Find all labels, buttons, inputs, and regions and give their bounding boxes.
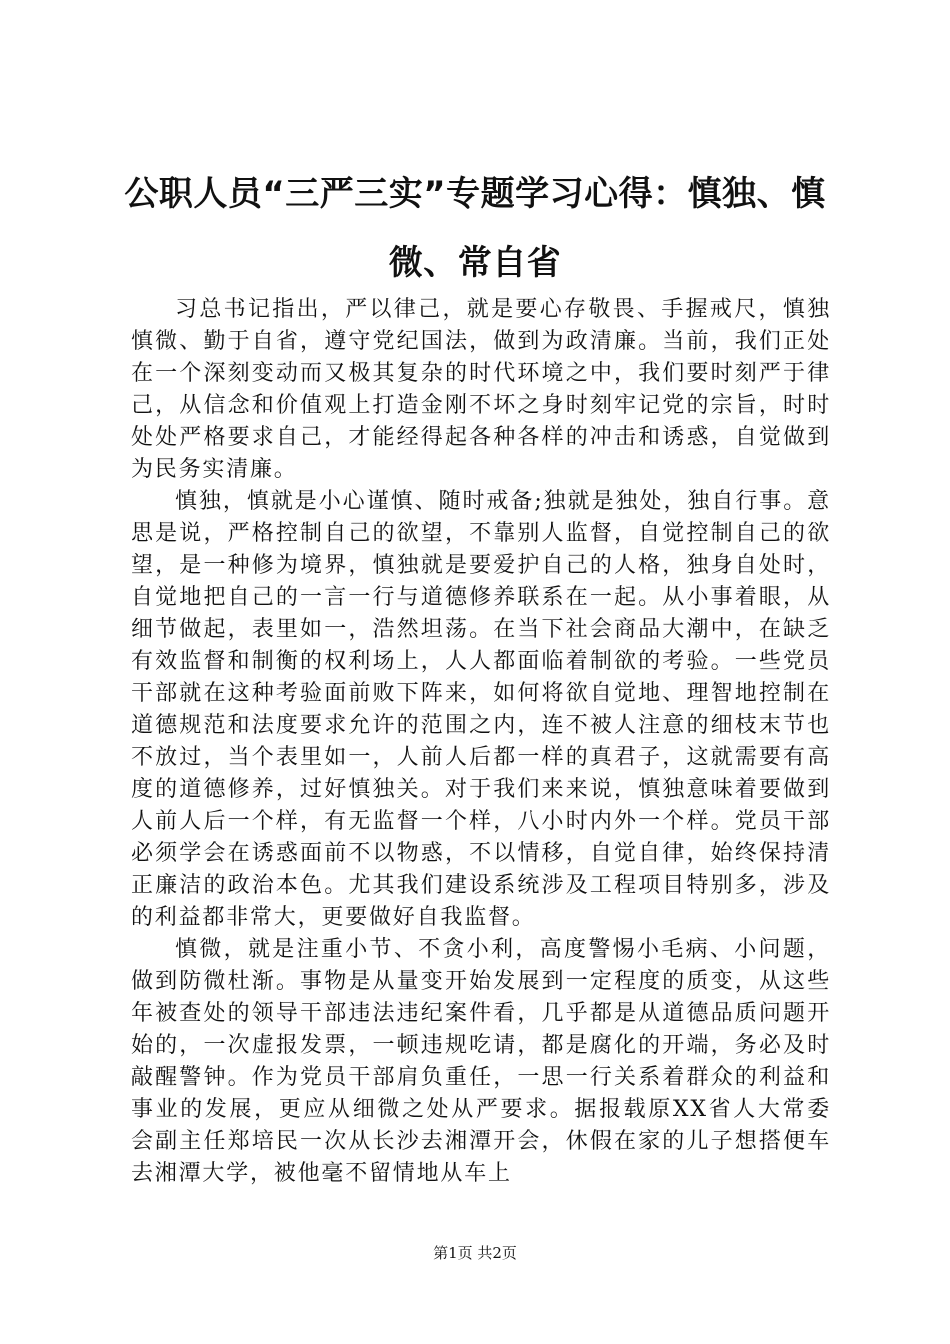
paragraph-intro: 习总书记指出，严以律己，就是要心存敬畏、手握戒尺，慎独慎微、勤于自省，遵守党纪国法，做到为政清廉。当前，我们正处在一个深刻变动而又极其复杂的时代环境之中，我们要时刻严于律己，从信念和价值观上打造金刚不坏之身时刻牢记党的宗旨，时时处处严格要求自己，才能经得起各种各样的冲击和诱惑，自觉做到为民务实清廉。 [131,297,831,482]
document-title: 公职人员“三严三实”专题学习心得：慎独、慎微、常自省 [124,174,826,283]
document-body [131,294,831,1190]
page-number-footer: 第1页 共2页 [433,1244,517,1262]
paragraph-shendu: 慎独，慎就是小心谨慎、随时戒备;独就是独处，独自行事。意思是说，严格控制自己的欲望，不靠别人监督，自觉控制自己的欲望，是一种修为境界，慎独就是要爱护自己的人格，独身自处时，自觉地把自己的一言一行与道德修养联系在一起。从小事着眼，从细节做起，表里如一，浩然坦荡。在当下社会商品大潮中，在缺乏有效监督和制衡的权利场上，人人都面临着制欲的考验。一些党员干部就在这种考验面前败下阵来，如何将欲自觉地、理智地控制在道德规范和法度要求允许的范围之内，连不被人注意的细枝末节也不放过，当个表里如一，人前人后都一样的真君子，这就需要有高度的道德修养，过好慎独关。对于我们来来说，慎独意味着要做到人前人后一个样，有无监督一个样，八小时内外一个样。党员干部必须学会在诱惑面前不以物惑，不以情移，自觉自律，始终保持清正廉洁的政治本色。尤其我们建设系统涉及工程项目特别多，涉及的利益都非常大，更要做好自我监督。 [131,489,831,930]
paragraph-shenwei: 慎微，就是注重小节、不贪小利，高度警惕小毛病、小问题，做到防微杜渐。事物是从量变开始发展到一定程度的质变，从这些年被查处的领导干部违法违纪案件看，几乎都是从道德品质问题开始的，一次虚报发票，一顿违规吃请，都是腐化的开端，务必及时敲醒警钟。作为党员干部肩负重任，一思一行关系着群众的利益和事业的发展，更应从细微之处从严要求。据报载原XX省人大常委会副主任郑培民一次从长沙去湘潭开会，休假在家的儿子想搭便车去湘潭大学，被他毫不留情地从车上 [131,937,831,1186]
